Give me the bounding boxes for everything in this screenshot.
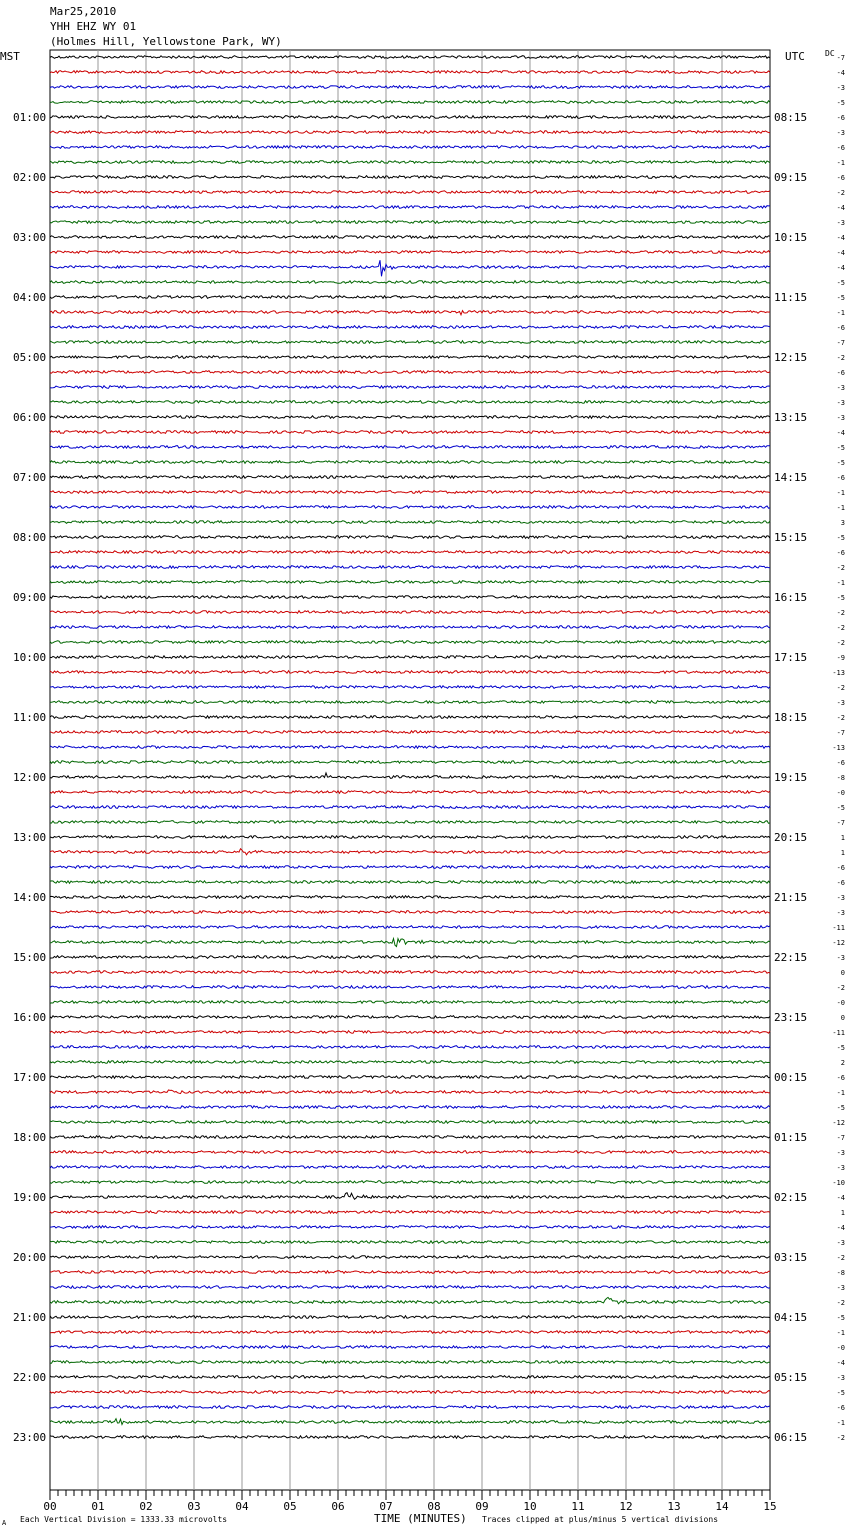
dc-offset-label: -1 xyxy=(836,1419,845,1427)
hour-label-right: 04:15 xyxy=(774,1311,808,1324)
trace-row xyxy=(50,1076,770,1079)
trace-row xyxy=(50,671,770,674)
dc-offset-label: -0 xyxy=(836,789,845,797)
dc-offset-label: -2 xyxy=(836,684,845,692)
trace-row xyxy=(50,1256,770,1259)
dc-offset-label: -5 xyxy=(836,804,845,812)
hour-label-left: 18:00 xyxy=(13,1131,47,1144)
hour-label-left: 15:00 xyxy=(13,951,47,964)
dc-offset-label: -12 xyxy=(832,939,845,947)
trace-row xyxy=(50,161,770,164)
dc-offset-label: -7 xyxy=(836,819,845,827)
trace-row xyxy=(50,881,770,884)
dc-offset-label: -3 xyxy=(836,1149,845,1157)
hour-label-left: 12:00 xyxy=(13,771,47,784)
trace-row xyxy=(50,956,770,959)
trace-row xyxy=(50,1241,770,1244)
dc-offset-label: -7 xyxy=(836,1134,845,1142)
dc-offset-label: -1 xyxy=(836,309,845,317)
trace-row xyxy=(50,1406,770,1409)
hour-label-left: 02:00 xyxy=(13,171,47,184)
dc-offset-label: -5 xyxy=(836,1044,845,1052)
dc-offset-label: -1 xyxy=(836,159,845,167)
trace-row xyxy=(50,1046,770,1049)
x-tick-label: 10 xyxy=(523,1500,537,1513)
dc-offset-label: -3 xyxy=(836,384,845,392)
trace-row xyxy=(50,746,770,749)
trace-row xyxy=(50,641,770,644)
dc-offset-label: -3 xyxy=(836,129,845,137)
trace-row xyxy=(50,896,770,899)
hour-label-left: 14:00 xyxy=(13,891,47,904)
trace-row xyxy=(50,1226,770,1229)
dc-offset-label: -3 xyxy=(836,414,845,422)
x-tick-label: 06 xyxy=(331,1500,345,1513)
trace-row xyxy=(50,86,770,89)
trace-row xyxy=(50,191,770,194)
trace-row xyxy=(50,911,770,914)
x-tick-label: 14 xyxy=(715,1500,729,1513)
scale-note: Each Vertical Division = 1333.33 microvolts xyxy=(20,1515,228,1524)
dc-offset-label: -8 xyxy=(836,1269,845,1277)
trace-row xyxy=(50,761,770,764)
station-location: (Holmes Hill, Yellowstone Park, WY) xyxy=(50,35,282,48)
dc-offset-label: -3 xyxy=(836,1239,845,1247)
dc-offset-label: -5 xyxy=(836,594,845,602)
trace-row xyxy=(50,821,770,824)
trace-row xyxy=(50,716,770,719)
trace-row xyxy=(50,731,770,734)
trace-row xyxy=(50,446,770,449)
trace-row xyxy=(50,656,770,659)
dc-offset-label: -1 xyxy=(836,489,845,497)
dc-offset-label: -4 xyxy=(836,1224,845,1232)
hour-label-left: 20:00 xyxy=(13,1251,47,1264)
dc-offset-label: -3 xyxy=(836,399,845,407)
dc-offset-label: -2 xyxy=(836,1254,845,1262)
dc-offset-label: -3 xyxy=(836,1284,845,1292)
dc-offset-label: -3 xyxy=(836,909,845,917)
trace-row xyxy=(50,116,770,119)
dc-offset-label: -4 xyxy=(836,1359,845,1367)
trace-row xyxy=(50,1136,770,1139)
dc-offset-label: -8 xyxy=(836,774,845,782)
trace-row xyxy=(50,686,770,689)
trace-row xyxy=(50,1121,770,1124)
trace-row xyxy=(50,260,770,276)
x-tick-label: 02 xyxy=(139,1500,153,1513)
hour-label-right: 19:15 xyxy=(774,771,808,784)
trace-row xyxy=(50,416,770,419)
trace-row xyxy=(50,1106,770,1109)
dc-offset-label: -3 xyxy=(836,84,845,92)
x-tick-label: 00 xyxy=(43,1500,57,1513)
dc-offset-label: -6 xyxy=(836,474,845,482)
trace-row xyxy=(50,176,770,179)
trace-row xyxy=(50,1376,770,1379)
dc-offset-label: -5 xyxy=(836,534,845,542)
trace-row xyxy=(50,131,770,134)
trace-row xyxy=(50,971,770,974)
trace-row xyxy=(50,849,770,855)
hour-label-left: 16:00 xyxy=(13,1011,47,1024)
dc-offset-label: 0 xyxy=(840,1014,845,1022)
hour-label-right: 11:15 xyxy=(774,291,808,304)
hour-label-left: 06:00 xyxy=(13,411,47,424)
hour-label-left: 19:00 xyxy=(13,1191,47,1204)
dc-offset-label: -6 xyxy=(836,759,845,767)
trace-row xyxy=(50,371,770,374)
trace-row xyxy=(50,1166,770,1169)
dc-offset-label: -2 xyxy=(836,1299,845,1307)
dc-offset-label: -4 xyxy=(836,69,845,77)
x-tick-label: 01 xyxy=(91,1500,105,1513)
x-tick-label: 15 xyxy=(763,1500,777,1513)
trace-layer xyxy=(50,56,770,1439)
trace-row xyxy=(50,476,770,479)
dc-offset-label: -6 xyxy=(836,324,845,332)
station-code: YHH EHZ WY 01 xyxy=(50,20,137,33)
dc-offset-label: -2 xyxy=(836,189,845,197)
dc-offset-label: 1 xyxy=(840,1209,845,1217)
trace-row xyxy=(50,1211,770,1214)
dc-offset-label: -6 xyxy=(836,879,845,887)
dc-offset-label: 0 xyxy=(840,969,845,977)
dc-offset-label: -2 xyxy=(836,564,845,572)
trace-row xyxy=(50,386,770,389)
trace-row xyxy=(50,1151,770,1154)
trace-row xyxy=(50,251,770,254)
hour-label-left: 13:00 xyxy=(13,831,47,844)
hour-label-left: 07:00 xyxy=(13,471,47,484)
dc-offset-label: -6 xyxy=(836,174,845,182)
dc-offset-label: -13 xyxy=(832,744,845,752)
x-tick-label: 08 xyxy=(427,1500,441,1513)
trace-row xyxy=(50,311,770,315)
trace-row xyxy=(50,1181,770,1184)
trace-row xyxy=(50,521,770,524)
dc-offset-label: 1 xyxy=(840,834,845,842)
trace-row xyxy=(50,1361,770,1364)
trace-row xyxy=(50,1297,770,1303)
dc-offset-label: -2 xyxy=(836,354,845,362)
hour-label-right: 09:15 xyxy=(774,171,808,184)
dc-offset-label: -4 xyxy=(836,429,845,437)
dc-offset-label: -2 xyxy=(836,609,845,617)
trace-row xyxy=(50,341,770,344)
trace-row xyxy=(50,146,770,149)
dc-offset-label: -6 xyxy=(836,549,845,557)
dc-offset-label: -2 xyxy=(836,1434,845,1442)
hour-label-right: 08:15 xyxy=(774,111,808,124)
trace-row xyxy=(50,701,770,704)
hour-label-left: 22:00 xyxy=(13,1371,47,1384)
dc-offset-label: -12 xyxy=(832,1119,845,1127)
dc-offset-label: -4 xyxy=(836,249,845,257)
dc-offset-label: -2 xyxy=(836,624,845,632)
dc-offset-label: -6 xyxy=(836,864,845,872)
hour-label-left: 11:00 xyxy=(13,711,47,724)
trace-row xyxy=(50,986,770,989)
x-tick-label: 07 xyxy=(379,1500,393,1513)
trace-row xyxy=(50,461,770,464)
x-tick-label: 04 xyxy=(235,1500,249,1513)
hour-label-right: 16:15 xyxy=(774,591,808,604)
trace-row xyxy=(50,1061,770,1064)
dc-offset-label: 3 xyxy=(840,519,845,527)
hour-label-left: 21:00 xyxy=(13,1311,47,1324)
x-axis-title: TIME (MINUTES) xyxy=(374,1512,467,1525)
trace-row xyxy=(50,236,770,239)
dc-offset-label: -11 xyxy=(832,1029,845,1037)
trace-row xyxy=(50,401,770,404)
right-timezone: UTC xyxy=(785,50,805,63)
trace-row xyxy=(50,71,770,74)
dc-offset-label: -4 xyxy=(836,204,845,212)
dc-offset-label: -7 xyxy=(836,729,845,737)
hour-label-right: 23:15 xyxy=(774,1011,808,1024)
corner-mark: A xyxy=(2,1519,7,1527)
hour-label-left: 05:00 xyxy=(13,351,47,364)
dc-offset-label: -5 xyxy=(836,1314,845,1322)
dc-offset-label: -5 xyxy=(836,459,845,467)
trace-row xyxy=(50,806,770,809)
hour-label-right: 00:15 xyxy=(774,1071,808,1084)
dc-offset-label: -1 xyxy=(836,1329,845,1337)
dc-offset-label: -5 xyxy=(836,294,845,302)
dc-offset-label: -5 xyxy=(836,279,845,287)
trace-row xyxy=(50,1090,770,1094)
dc-label: DC xyxy=(825,49,835,58)
hour-label-left: 01:00 xyxy=(13,111,47,124)
dc-offset-label: -5 xyxy=(836,1389,845,1397)
trace-row xyxy=(50,1331,770,1334)
hour-label-right: 17:15 xyxy=(774,651,808,664)
trace-row xyxy=(50,1316,770,1319)
dc-offset-label: -6 xyxy=(836,1074,845,1082)
trace-row xyxy=(50,866,770,869)
dc-offset-label: -11 xyxy=(832,924,845,932)
hour-label-right: 15:15 xyxy=(774,531,808,544)
hour-label-right: 02:15 xyxy=(774,1191,808,1204)
dc-offset-label: -1 xyxy=(836,504,845,512)
dc-offset-label: 2 xyxy=(840,1059,845,1067)
hour-label-right: 12:15 xyxy=(774,351,808,364)
hour-label-right: 10:15 xyxy=(774,231,808,244)
left-timezone: MST xyxy=(0,50,20,63)
trace-row xyxy=(50,1286,770,1289)
trace-row xyxy=(50,1016,770,1019)
hour-label-right: 20:15 xyxy=(774,831,808,844)
trace-row xyxy=(50,1419,770,1425)
trace-row xyxy=(50,536,770,539)
dc-offset-label: -3 xyxy=(836,1374,845,1382)
hour-label-right: 22:15 xyxy=(774,951,808,964)
x-tick-label: 13 xyxy=(667,1500,681,1513)
dc-offset-label: -6 xyxy=(836,369,845,377)
dc-offset-label: -7 xyxy=(836,339,845,347)
trace-row xyxy=(50,1001,770,1004)
station-date: Mar25,2010 xyxy=(50,5,117,18)
hour-label-right: 21:15 xyxy=(774,891,808,904)
trace-row xyxy=(50,611,770,614)
trace-row xyxy=(50,773,770,779)
dc-offset-label: -5 xyxy=(836,1104,845,1112)
trace-row xyxy=(50,506,770,509)
label-layer xyxy=(13,54,845,1513)
trace-row xyxy=(50,281,770,284)
hour-label-right: 18:15 xyxy=(774,711,808,724)
trace-row xyxy=(50,939,770,947)
hour-label-right: 05:15 xyxy=(774,1371,808,1384)
trace-row xyxy=(50,1436,770,1439)
hour-label-right: 06:15 xyxy=(774,1431,808,1444)
trace-row xyxy=(50,431,770,434)
dc-offset-label: -13 xyxy=(832,669,845,677)
hour-label-right: 03:15 xyxy=(774,1251,808,1264)
dc-offset-label: -1 xyxy=(836,579,845,587)
dc-offset-label: -5 xyxy=(836,444,845,452)
trace-row xyxy=(50,1346,770,1349)
dc-offset-label: -2 xyxy=(836,984,845,992)
trace-row xyxy=(50,221,770,224)
hour-label-left: 09:00 xyxy=(13,591,47,604)
dc-offset-label: -3 xyxy=(836,219,845,227)
trace-row xyxy=(50,491,770,494)
dc-offset-label: -3 xyxy=(836,954,845,962)
hour-label-left: 03:00 xyxy=(13,231,47,244)
clip-note: Traces clipped at plus/minus 5 vertical divisions xyxy=(482,1515,719,1524)
trace-row xyxy=(50,1031,770,1034)
trace-row xyxy=(50,326,770,329)
dc-offset-label: -6 xyxy=(836,144,845,152)
hour-label-right: 14:15 xyxy=(774,471,808,484)
trace-row xyxy=(50,1271,770,1274)
hour-label-right: 13:15 xyxy=(774,411,808,424)
x-tick-label: 03 xyxy=(187,1500,201,1513)
hour-label-left: 23:00 xyxy=(13,1431,47,1444)
dc-offset-label: -3 xyxy=(836,699,845,707)
dc-offset-label: -5 xyxy=(836,99,845,107)
dc-offset-label: -6 xyxy=(836,1404,845,1412)
x-tick-label: 11 xyxy=(571,1500,585,1513)
hour-label-left: 08:00 xyxy=(13,531,47,544)
hour-label-left: 10:00 xyxy=(13,651,47,664)
trace-row xyxy=(50,356,770,359)
trace-row xyxy=(50,296,770,299)
dc-offset-label: -4 xyxy=(836,1194,845,1202)
trace-row xyxy=(50,581,770,584)
dc-offset-label: -2 xyxy=(836,714,845,722)
trace-row xyxy=(50,926,770,929)
trace-row xyxy=(50,1193,770,1200)
trace-row xyxy=(50,596,770,599)
trace-row xyxy=(50,101,770,104)
dc-offset-label: -7 xyxy=(836,54,845,62)
dc-offset-label: -9 xyxy=(836,654,845,662)
dc-offset-label: -0 xyxy=(836,999,845,1007)
trace-row xyxy=(50,836,770,839)
dc-offset-label: -0 xyxy=(836,1344,845,1352)
x-tick-label: 09 xyxy=(475,1500,489,1513)
trace-row xyxy=(50,56,770,59)
dc-offset-label: 1 xyxy=(840,849,845,857)
dc-offset-label: -6 xyxy=(836,114,845,122)
trace-row xyxy=(50,626,770,629)
hour-label-left: 17:00 xyxy=(13,1071,47,1084)
trace-row xyxy=(50,551,770,554)
x-tick-label: 12 xyxy=(619,1500,633,1513)
dc-offset-label: -2 xyxy=(836,639,845,647)
hour-label-right: 01:15 xyxy=(774,1131,808,1144)
dc-offset-label: -4 xyxy=(836,234,845,242)
trace-row xyxy=(50,206,770,209)
dc-offset-label: -1 xyxy=(836,1089,845,1097)
trace-row xyxy=(50,791,770,794)
dc-offset-label: -4 xyxy=(836,264,845,272)
dc-offset-label: -3 xyxy=(836,894,845,902)
x-tick-label: 05 xyxy=(283,1500,297,1513)
trace-row xyxy=(50,566,770,569)
hour-label-left: 04:00 xyxy=(13,291,47,304)
trace-row xyxy=(50,1391,770,1394)
dc-offset-label: -3 xyxy=(836,1164,845,1172)
dc-offset-label: -10 xyxy=(832,1179,845,1187)
